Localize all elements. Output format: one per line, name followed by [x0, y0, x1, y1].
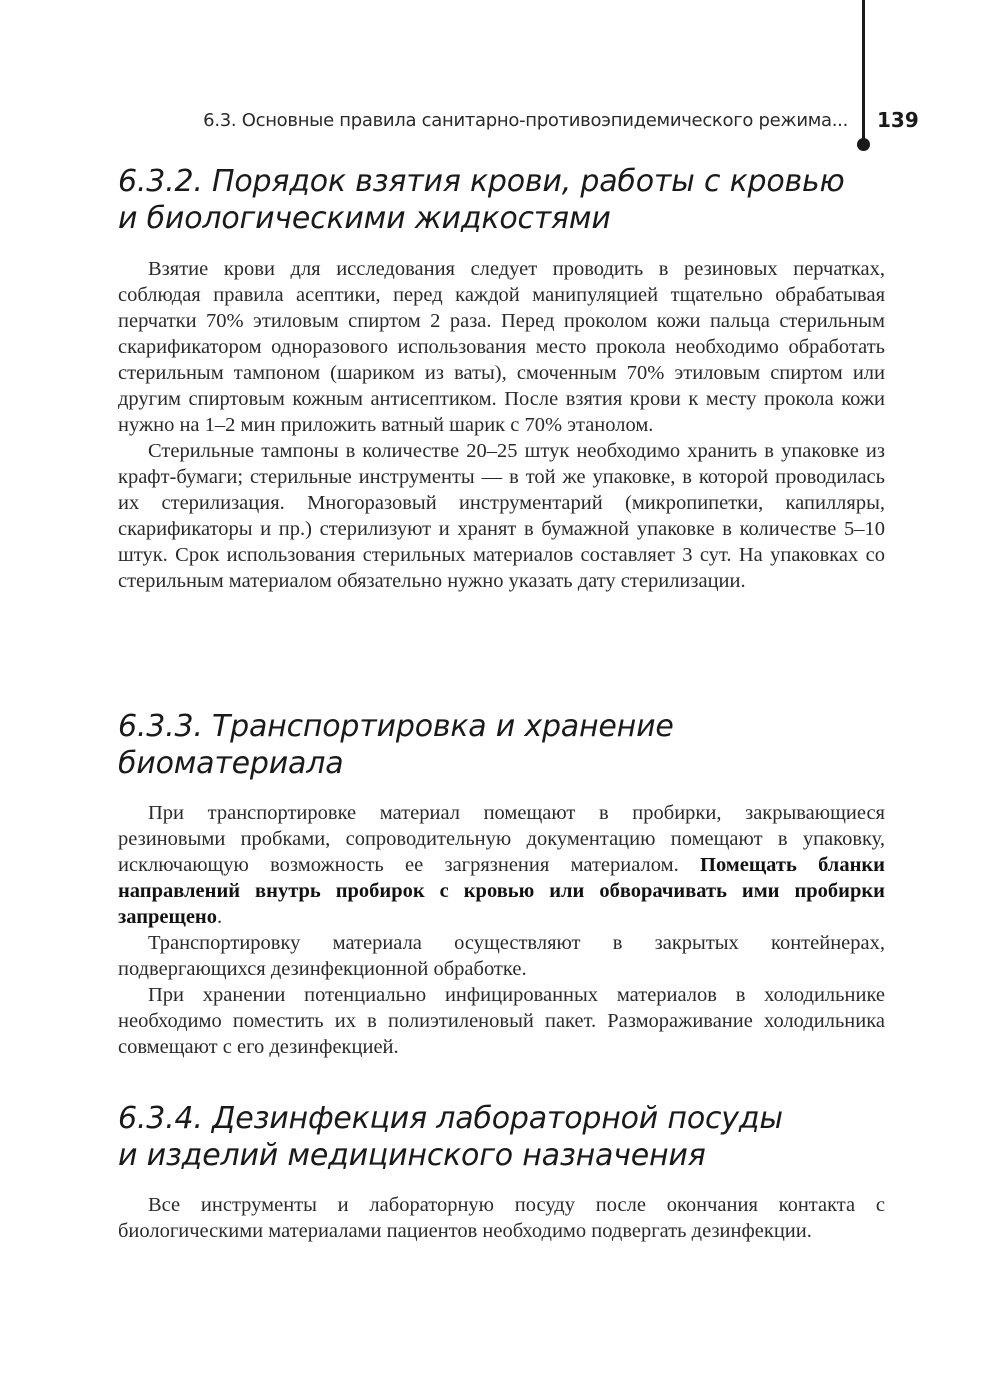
prohibition-notice: Помещать бланки направлений внутрь пробирок с кровью или обворачивать ими пробирки запрещено: [118, 854, 885, 928]
heading-line: и биологическими жидкостями: [118, 201, 611, 236]
paragraph-text: .: [217, 906, 223, 928]
page-number: 139: [877, 108, 919, 132]
paragraph: Транспортировку материала осуществляют в закрытых контейнерах, подвергающихся дезинфекционной обработке.: [118, 932, 885, 980]
paragraph: Все инструменты и лабораторную посуду после окончания контакта с биологическими материалами пациентов необходимо подвергать дезинфекции.: [118, 1194, 885, 1242]
section-body-6-3-2: [118, 256, 885, 594]
heading-line: биоматериала: [118, 746, 344, 781]
heading-line: 6.3.4. Дезинфекция лабораторной посуды: [118, 1101, 783, 1136]
paragraph-text: При транспортировке материал помещают в пробирки, закрывающиеся резиновыми пробками, сопроводительную документацию помещают в упаковку, исключающую возможность ее загрязнения материалом.: [118, 802, 885, 876]
paragraph: [118, 800, 885, 930]
rule-dot: [857, 138, 870, 151]
heading-line: 6.3.2. Порядок взятия крови, работы с кровью: [118, 164, 845, 199]
heading-line: 6.3.3. Транспортировка и хранение: [118, 709, 674, 744]
running-head: 6.3. Основные правила санитарно-противоэпидемического режима...: [203, 110, 848, 131]
paragraph: При хранении потенциально инфицированных материалов в холодильнике необходимо поместить их в полиэтиленовый пакет. Размораживание холодильника совмещают с его дезинфекцией.: [118, 984, 885, 1058]
section-heading-6-3-2: [118, 163, 888, 237]
paragraph: Стерильные тампоны в количестве 20–25 штук необходимо хранить в упаковке из крафт-бумаги; стерильные инструменты — в той же упаковке, в которой проводилась их стерилизация. Многоразовый инструментарий (микропипетки, капилляры, скарификаторы и пр.) стерилизуют и хранят в бумажной упаковке в количестве 5–10 штук. Срок использования стерильных материалов составляет 3 сут. На упаковках со стерильным материалом обязательно нужно указать дату стерилизации.: [118, 440, 885, 592]
section-heading-6-3-3: [118, 708, 888, 782]
section-body-6-3-4: [118, 1192, 885, 1244]
section-heading-6-3-4: [118, 1100, 888, 1174]
section-body-6-3-3: [118, 800, 885, 1060]
paragraph: Взятие крови для исследования следует проводить в резиновых перчатках, соблюдая правила асептики, перед каждой манипуляцией тщательно обрабатывая перчатки 70% этиловым спиртом 2 раза. Перед проколом кожи пальца стерильным скарификатором одноразового использования место прокола необходимо обработать стерильным тампоном (шариком из ваты), смоченным 70% этиловым спиртом или другим спиртовым кожным антисептиком. После взятия крови к месту прокола кожи нужно на 1–2 мин приложить ватный шарик с 70% этанолом.: [118, 258, 885, 436]
heading-line: и изделий медицинского назначения: [118, 1138, 706, 1173]
vertical-rule: [862, 0, 865, 140]
